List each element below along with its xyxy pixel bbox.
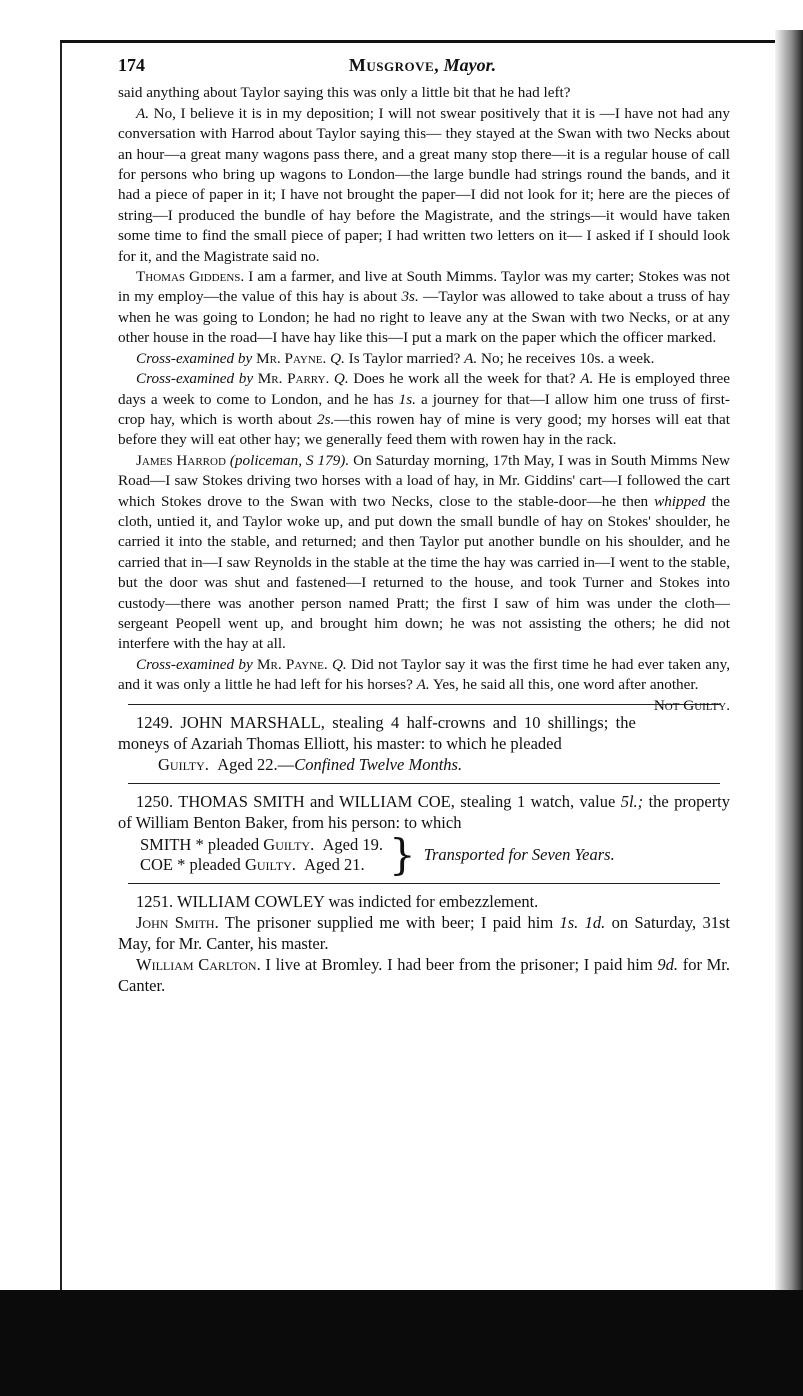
document-page: [118, 55, 730, 996]
scan-bottom-band: [0, 1290, 803, 1396]
testimony-giddens: Thomas Giddens. I am a farmer, and live at South Mimms. Taylor was my carter; Stokes was not in my employ—the value of this hay is about 3s. —Taylor was allowed to take about a truss of hay when he was going to London; he had no right to leave any at the Swan with two Necks, or at any other house in the road—I have hay like this—I put a mark on the paper which the officer marked.: [118, 268, 730, 347]
section-rule: [128, 783, 720, 784]
running-head-title: Mayor.: [443, 55, 497, 75]
witness-name: James Harrod: [136, 451, 226, 469]
sentence: Transported for Seven Years.: [423, 845, 615, 865]
binding-shadow: [775, 30, 803, 1290]
page-header: [118, 55, 730, 75]
testimony-harrod: James Harrod (policeman, S 179). On Saturday morning, 17th May, I was in South Mimms New Road—I saw Stokes driving two horses with a load of hay, in Mr. Giddins' cart—I followed the cart which Stokes drove to the Swan with two Necks, close to the stable-door—he then whipped the cloth, untied it, and Taylor woke up, and put down the small bundle of hay on Stokes' shoulder, he carried it into the stable, and returned; and then Taylor put another bundle on his shoulder, and he carried that in—I saw Reynolds in the stable at the time the hay was carried in—I went to the stable, but the door was shut and fastened—I returned to the house, and took Turner and Stokes into custody—there was another person named Pratt; the first I saw of him was under the cloth—sergeant Peopell went up, and brought him down; he was not assisting the others; he did not interfere with the hay at all.: [118, 451, 731, 653]
case-1250: 1250. THOMAS SMITH and WILLIAM COE, stealing 1 watch, value 5l.; the property of William Benton Baker, from his person: to which SMITH * pleaded Guilty. Aged 19. COE * pleaded Guilty. Aged 21. } Transported for Seven Years.: [118, 791, 731, 879]
cross-examination-payne: Cross-examined by Mr. Payne. Q. Is Taylor married? A. No; he receives 10s. a week.: [136, 349, 655, 367]
paragraph-continuation: said anything about Taylor saying this was only a little bit that he had left?: [118, 84, 571, 102]
running-head-name: Musgrove,: [348, 55, 440, 75]
case-1251: 1251. WILLIAM COWLEY was indicted for embezzlement. John Smith. The prisoner supplied me with beer; I paid him 1s. 1d. on Saturday, 31st May, for Mr. Canter, his master. William Carlton. I live at Bromley. I had beer from the prisoner; I paid him 9d. for Mr. Canter.: [118, 891, 731, 995]
cross-examination-parry: Cross-examined by Mr. Parry. Q. Does he work all the week for that? A. He is employed three days a week to come to London, and he has 1s. a journey for that—I allow him one truss of first-crop hay, which is worth about 2s.—this rowen hay of mine is very good; my horses will eat that before they will eat other hay; we generally feed them with rowen hay in the rack.: [118, 370, 731, 449]
running-head: [145, 55, 700, 75]
case-1249: 1249. JOHN MARSHALL, stealing 4 half-crowns and 10 shillings; the moneys of Azariah Thomas Elliott, his master: to which he pleaded Guilty. Aged 22.—Confined Twelve Months.: [118, 712, 636, 774]
cross-examination-payne-2: Cross-examined by Mr. Payne. Q. Did not Taylor say it was the first time he had ever taken any, and it was only a little he had left for his horses? A. Yes, he said all this, one word after another. Not Guilty.: [118, 655, 730, 696]
brace-glyph: }: [388, 829, 416, 879]
paragraph-answer: A. No, I believe it is in my deposition; I will not swear positively that it is —I have not had any conversation with Harrod about Taylor saying this— they stayed at the Swan with two Necks about an hour—a great many wagons pass there, and a great many stop there—it is a regular house of call for persons who bring up wagons to London—the large bundle had strings round the bands, and it had a piece of paper in it; I have not brought the paper—I did not look for it; here are the pieces of string—I produced the bundle of hay before the Magistrate, and the strings—it would have taken some time to find the small piece of paper; I had written two letters on it— I asked if I should look for it, and the Magistrate said no.: [118, 104, 730, 265]
witness-name: Thomas Giddens.: [136, 268, 245, 286]
pleas-block: SMITH * pleaded Guilty. Aged 19. COE * pleaded Guilty. Aged 21. } Transported for Seven Years.: [140, 829, 615, 879]
page-number: 174: [118, 55, 145, 75]
verdict: Not Guilty.: [653, 696, 730, 714]
section-rule: [128, 704, 720, 705]
section-rule: [128, 883, 720, 884]
